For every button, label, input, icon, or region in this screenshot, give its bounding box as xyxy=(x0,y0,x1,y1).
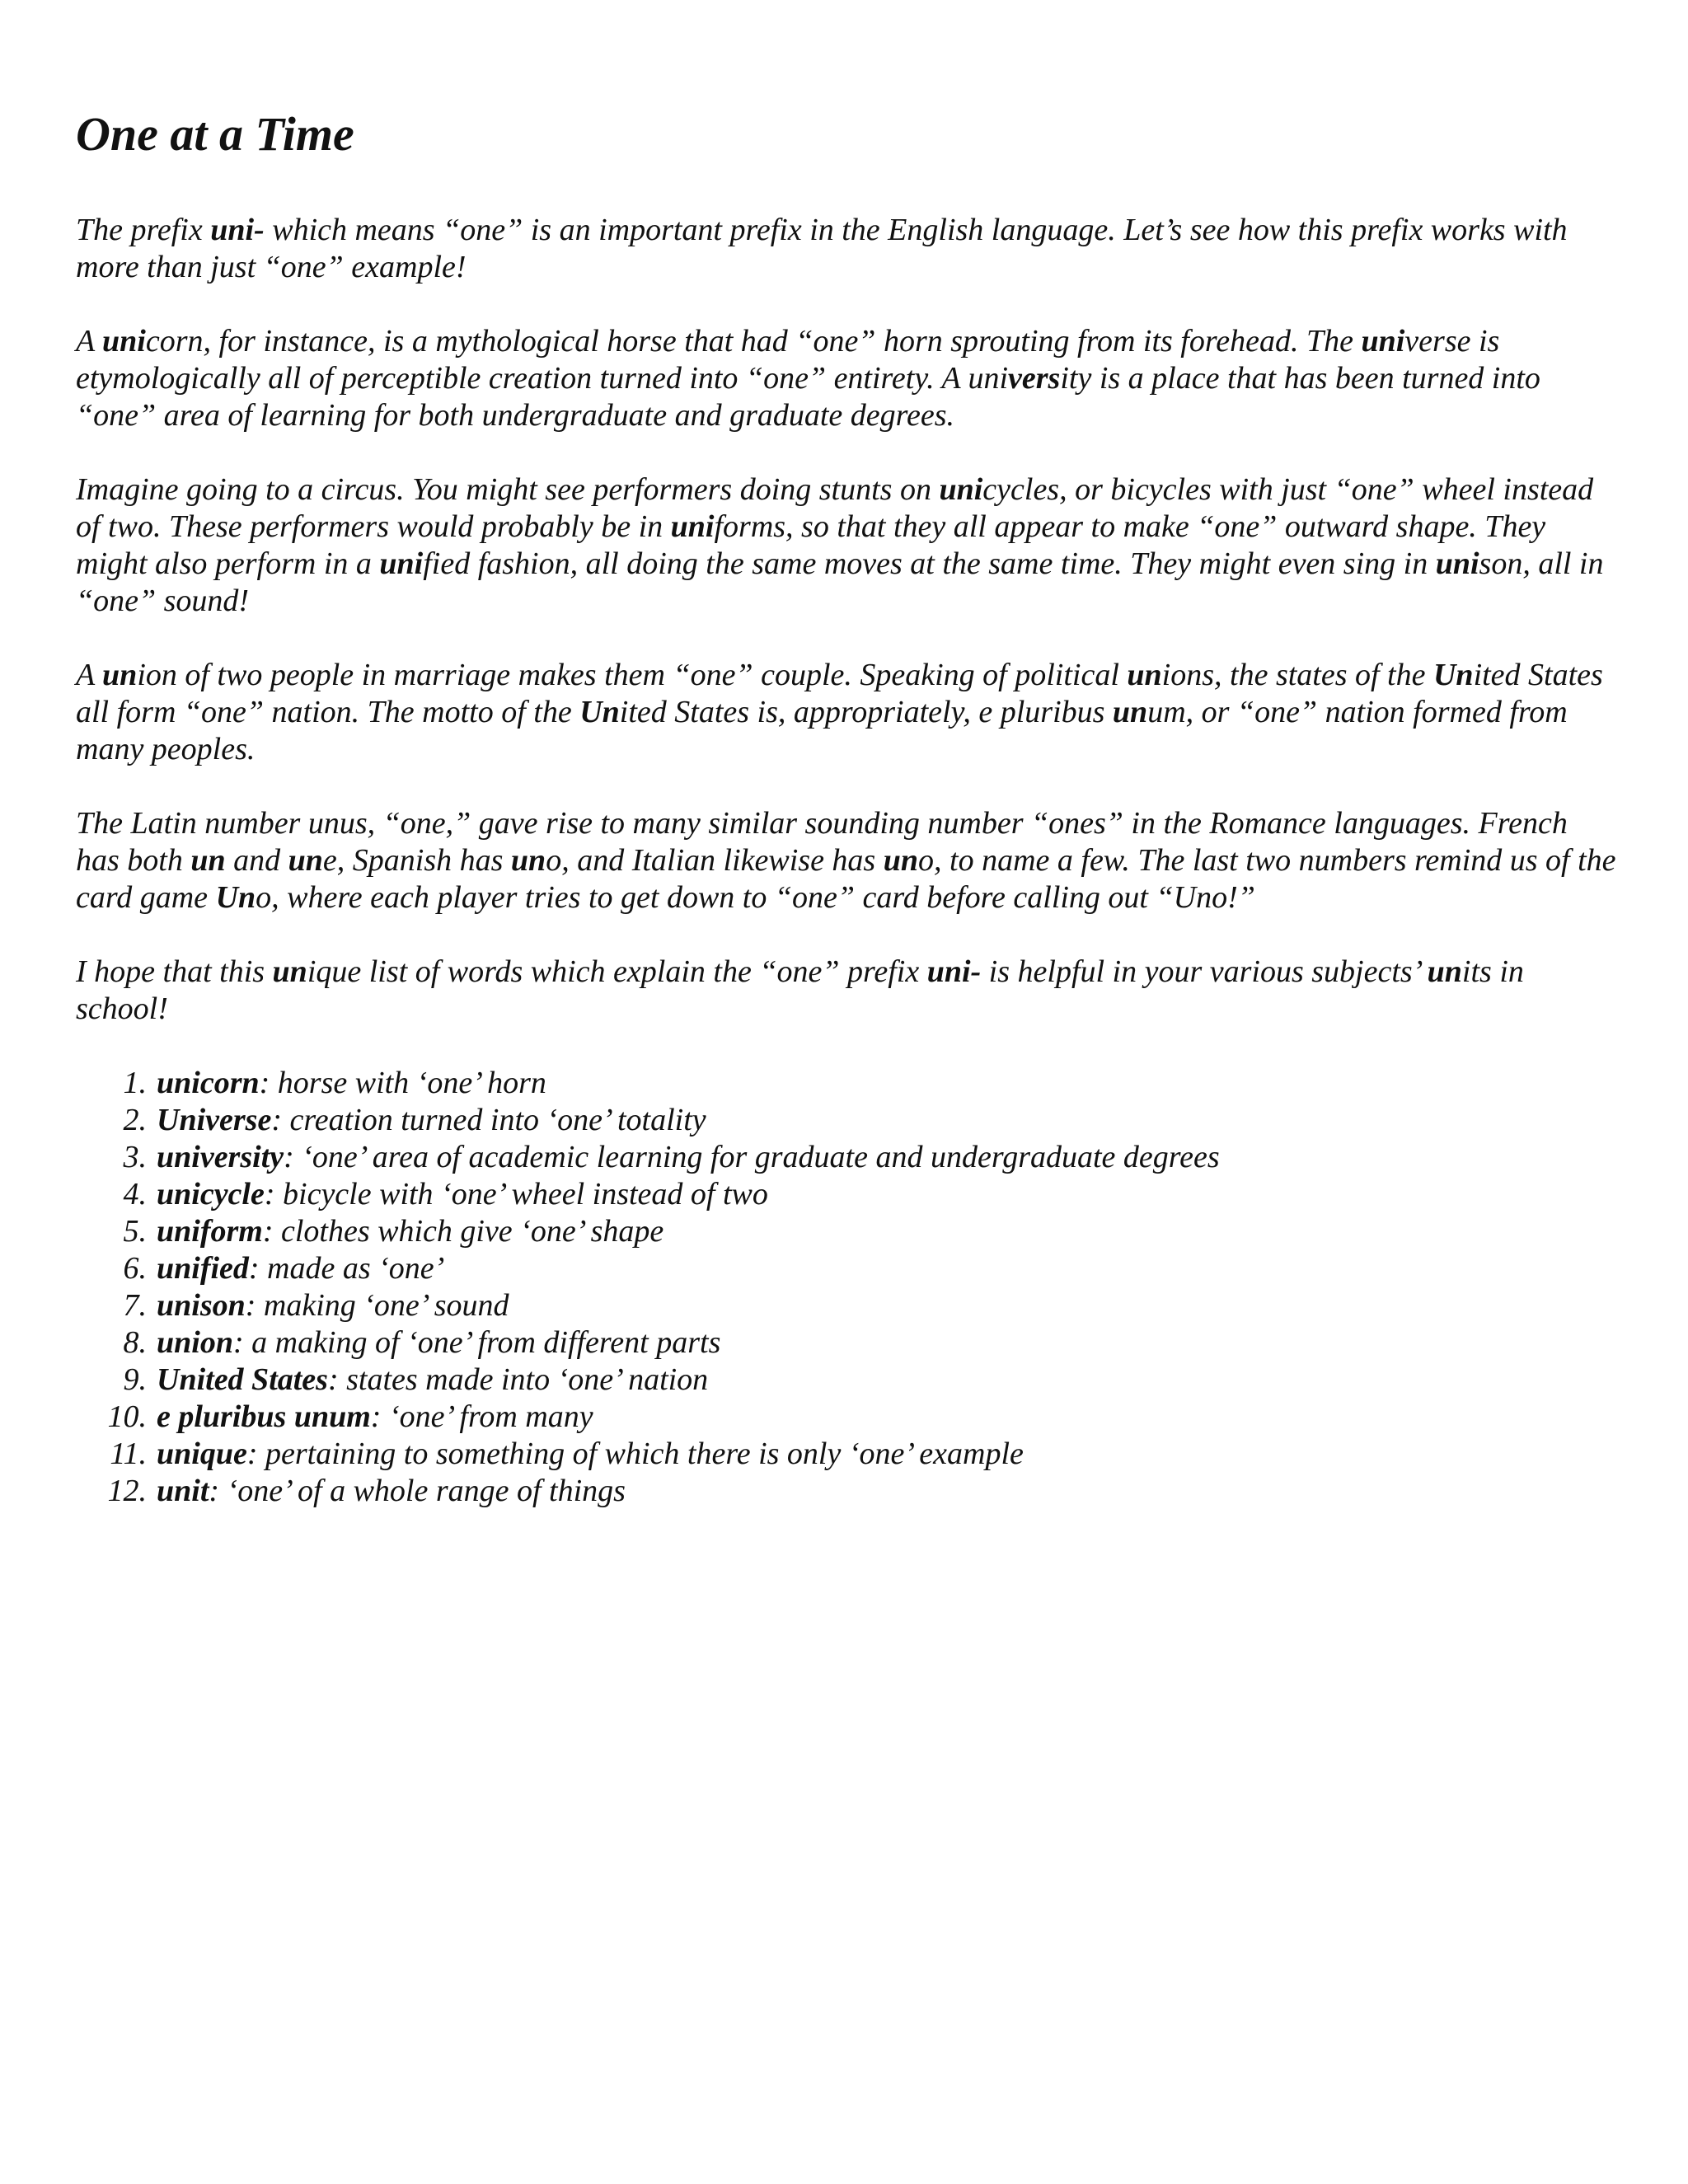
list-item-term: United States xyxy=(157,1361,328,1397)
list-item-body xyxy=(157,1287,509,1324)
list-item xyxy=(76,1213,1617,1250)
emphasized-prefix: Un xyxy=(215,879,256,915)
list-item-definition: : a making of ‘one’ from different parts xyxy=(232,1324,721,1360)
body-paragraph xyxy=(76,212,1617,286)
list-item-definition: : making ‘one’ sound xyxy=(245,1287,509,1323)
paragraph-text: ions, the states of the xyxy=(1161,657,1433,692)
emphasized-prefix: un xyxy=(510,842,546,878)
paragraph-text: and xyxy=(225,842,288,878)
body-paragraphs xyxy=(76,212,1617,1028)
list-item xyxy=(76,1139,1617,1176)
paragraph-text: cycles, or bicycles with just “one” wheel instead of two. These performers would probably be in xyxy=(76,471,1594,544)
list-item-definition: : pertaining to something of which there is only ‘one’ example xyxy=(246,1436,1024,1471)
list-item-term: university xyxy=(157,1139,284,1174)
paragraph-text: um, or “one” nation formed from many peoples. xyxy=(76,694,1568,766)
emphasized-prefix: un xyxy=(288,842,323,878)
list-item xyxy=(76,1436,1617,1473)
paragraph-text: is helpful in your various subjects’ xyxy=(981,954,1428,989)
paragraph-text: ion of two people in marriage makes them “one” couple. Speaking of political xyxy=(137,657,1128,692)
list-item-definition: : clothes which give ‘one’ shape xyxy=(262,1213,664,1249)
paragraph-text: Imagine going to a circus. You might see performers doing stunts on xyxy=(76,471,940,507)
emphasized-prefix: uni xyxy=(1361,323,1405,359)
list-item-term: e pluribus unum xyxy=(157,1399,371,1434)
paragraph-text: son, all in “one” sound! xyxy=(76,546,1604,618)
list-item xyxy=(76,1287,1617,1324)
emphasized-prefix: uni- xyxy=(210,212,265,247)
list-item xyxy=(76,1399,1617,1436)
list-item-body xyxy=(157,1213,663,1250)
list-item xyxy=(76,1176,1617,1213)
list-item-term: unified xyxy=(157,1250,249,1286)
paragraph-text: e, Spanish has xyxy=(322,842,511,878)
list-item xyxy=(76,1065,1617,1102)
list-item-term: uniform xyxy=(157,1213,263,1249)
list-item-definition: : states made into ‘one’ nation xyxy=(327,1361,709,1397)
emphasized-prefix: un xyxy=(272,954,307,989)
list-item-term: unique xyxy=(157,1436,247,1471)
list-item-body xyxy=(157,1139,1220,1176)
paragraph-text: The prefix xyxy=(76,212,211,247)
emphasized-prefix: un xyxy=(1427,954,1462,989)
list-item-body xyxy=(157,1399,593,1436)
paragraph-text: verse is etymologically all of perceptible creation turned into “one” entirety. A uni xyxy=(76,323,1500,396)
list-item-number: 7. xyxy=(123,1287,147,1323)
paragraph-text: forms, so that they all appear to make “one” outward shape. They might also perform in a xyxy=(76,509,1546,581)
emphasized-prefix: Un xyxy=(579,694,620,729)
list-item-term: unicorn xyxy=(157,1065,260,1100)
paragraph-text: o, where each player tries to get down to “one” card before calling out “Uno!” xyxy=(256,879,1255,915)
paragraph-text: I hope that this xyxy=(76,954,273,989)
paragraph-text: corn, for instance, is a mythological horse that had “one” horn sprouting from its forehead. The xyxy=(145,323,1362,359)
emphasized-prefix: un xyxy=(190,842,226,878)
list-item xyxy=(76,1250,1617,1287)
paragraph-text: The Latin number unus, “one,” gave rise to many similar sounding number “ones” in the Romance languages. French has both xyxy=(76,805,1568,878)
body-paragraph xyxy=(76,323,1617,434)
list-item-number: 11. xyxy=(110,1436,147,1471)
paragraph-text: o, and Italian likewise has xyxy=(546,842,884,878)
emphasized-prefix: un xyxy=(1112,694,1148,729)
list-item-body xyxy=(157,1065,546,1102)
list-item-definition: : ‘one’ area of academic learning for graduate and undergraduate degrees xyxy=(284,1139,1220,1174)
list-item-number: 1. xyxy=(123,1065,147,1100)
list-item-term: unison xyxy=(157,1287,246,1323)
list-item xyxy=(76,1102,1617,1139)
list-item-body xyxy=(157,1361,708,1399)
emphasized-prefix: uni xyxy=(102,323,146,359)
emphasized-prefix: uni xyxy=(670,509,715,544)
emphasized-prefix: un xyxy=(102,657,138,692)
vocab-list xyxy=(76,1065,1617,1510)
list-item-number: 10. xyxy=(107,1399,147,1434)
list-item-term: union xyxy=(157,1324,233,1360)
emphasized-prefix: uni xyxy=(1435,546,1479,581)
emphasized-prefix: uni- xyxy=(926,954,982,989)
list-item-number: 2. xyxy=(123,1102,147,1137)
document-page xyxy=(76,107,1617,1510)
paragraph-text: fied fashion, all doing the same moves at the same time. They might even sing in xyxy=(423,546,1436,581)
list-item-term: unicycle xyxy=(157,1176,265,1212)
list-item-definition: : creation turned into ‘one’ totality xyxy=(271,1102,706,1137)
paragraph-text: ity is a place that has been turned into “one” area of learning for both undergraduate and graduate degrees. xyxy=(76,360,1540,433)
emphasized-prefix: Un xyxy=(1432,657,1474,692)
paragraph-text: ited States is, appropriately, e pluribus xyxy=(619,694,1113,729)
paragraph-text: ique list of words which explain the “one” prefix xyxy=(307,954,927,989)
list-item-number: 3. xyxy=(123,1139,147,1174)
list-item-body xyxy=(157,1324,720,1361)
body-paragraph xyxy=(76,657,1617,768)
list-item-number: 8. xyxy=(123,1324,147,1360)
list-item-body xyxy=(157,1176,768,1213)
list-item xyxy=(76,1361,1617,1399)
list-item-number: 4. xyxy=(123,1176,147,1212)
list-item-body xyxy=(157,1473,626,1510)
list-item xyxy=(76,1324,1617,1361)
list-item xyxy=(76,1473,1617,1510)
paragraph-text: which means “one” is an important prefix in the English language. Let’s see how this prefix works with more than just “one” example! xyxy=(76,212,1568,284)
list-item-number: 6. xyxy=(123,1250,147,1286)
paragraph-text: A xyxy=(76,323,103,359)
emphasized-prefix: un xyxy=(1127,657,1162,692)
emphasized-prefix: vers xyxy=(1008,360,1061,396)
list-item-number: 9. xyxy=(123,1361,147,1397)
list-item-body xyxy=(157,1250,444,1287)
list-item-term: unit xyxy=(157,1473,209,1508)
list-item-number: 5. xyxy=(123,1213,147,1249)
list-item-definition: : made as ‘one’ xyxy=(248,1250,445,1286)
paragraph-text: its in school! xyxy=(76,954,1524,1026)
list-item-number: 12. xyxy=(107,1473,147,1508)
list-item-body xyxy=(157,1436,1024,1473)
emphasized-prefix: uni xyxy=(939,471,983,507)
body-paragraph xyxy=(76,471,1617,620)
emphasized-prefix: un xyxy=(883,842,919,878)
body-paragraph xyxy=(76,954,1617,1028)
list-item-definition: : ‘one’ of a whole range of things xyxy=(209,1473,626,1508)
paragraph-text: o, to name a few. The last two numbers remind us of the card game xyxy=(76,842,1616,915)
body-paragraph xyxy=(76,805,1617,916)
list-item-definition: : horse with ‘one’ horn xyxy=(259,1065,546,1100)
list-item-body xyxy=(157,1102,706,1139)
list-item-term: Universe xyxy=(157,1102,272,1137)
page-title: One at a Time xyxy=(76,107,354,161)
paragraph-text: A xyxy=(76,657,103,692)
list-item-definition: : bicycle with ‘one’ wheel instead of two xyxy=(264,1176,768,1212)
emphasized-prefix: uni xyxy=(379,546,424,581)
list-item-definition: : ‘one’ from many xyxy=(370,1399,593,1434)
paragraph-text: ited States all form “one” nation. The motto of the xyxy=(76,657,1603,729)
